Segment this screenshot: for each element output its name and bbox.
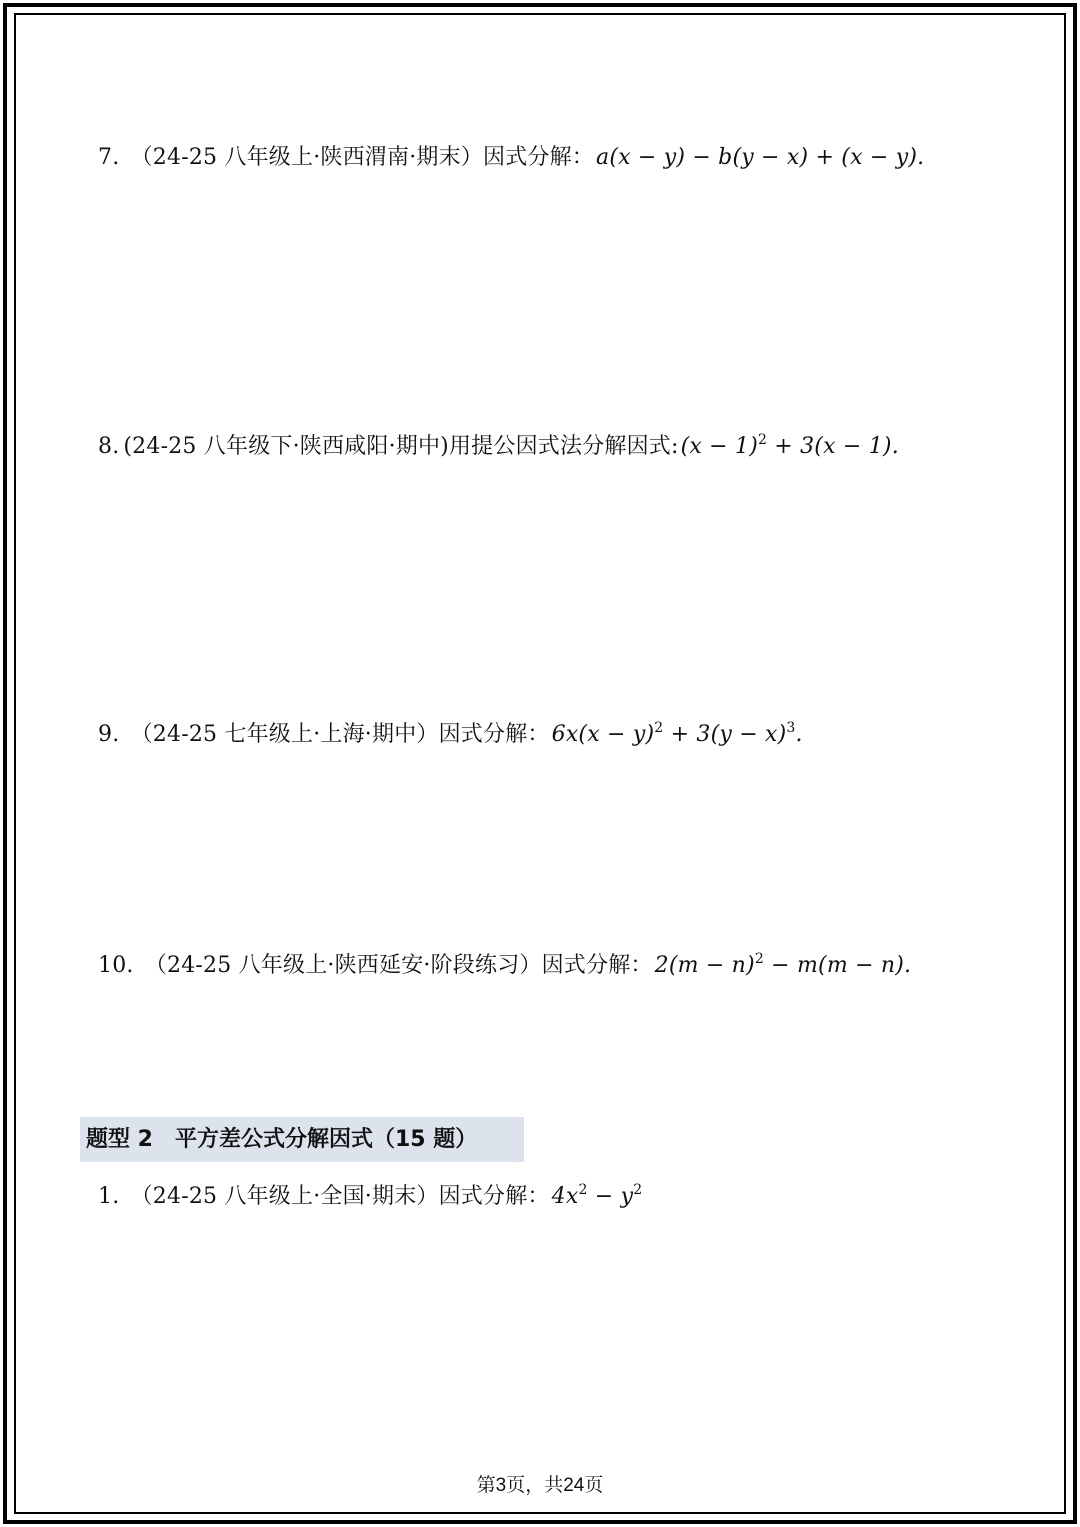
question-task: 因式分解：: [438, 1184, 550, 1209]
question-expression: $6x(x - y)^2 + 3(y - x)^3$.: [551, 720, 803, 747]
question-expression: $2(m - n)^2 - m(m - n)$.: [654, 951, 912, 978]
question-9: [98, 720, 803, 750]
question-task: 因式分解：: [483, 145, 595, 170]
question-expression: $4x^2 - y^2$: [551, 1182, 643, 1209]
question-number: 1.: [98, 1184, 120, 1209]
question-task: 用提公因式法分解因式:: [448, 434, 679, 459]
question-8: [98, 432, 899, 462]
question-expression: $(x - 1)^2 + 3(x - 1)$.: [680, 432, 899, 459]
question-number: 8.: [98, 434, 120, 459]
question-source: （24-25 八年级上·陕西延安·阶段练习）: [144, 953, 542, 978]
question-expression: a(x − y) − b(y − x) + (x − y).: [596, 145, 925, 170]
question-number: 10.: [98, 953, 134, 978]
question-source: （24-25 八年级上·全国·期末）: [130, 1184, 439, 1209]
question-source: （24-25 七年级上·上海·期中）: [130, 722, 439, 747]
question-number: 9.: [98, 722, 120, 747]
question-10: [98, 951, 911, 981]
section-title-text: 平方差公式分解因式（15 题）: [174, 1127, 478, 1152]
question-number: 7.: [98, 145, 120, 170]
section-heading: [86, 1124, 477, 1156]
question-task: 因式分解：: [541, 953, 653, 978]
question-source: （24-25 八年级上·陕西渭南·期末）: [130, 145, 483, 170]
section-question-1: [98, 1182, 642, 1212]
question-task: 因式分解：: [438, 722, 550, 747]
question-7: [98, 143, 924, 173]
question-source: (24-25 八年级下·陕西咸阳·期中): [123, 434, 449, 459]
section-label: 题型 2: [86, 1127, 153, 1152]
page-border-inner: [14, 13, 1066, 1514]
page-number: 第3页，共24页: [476, 1475, 604, 1496]
